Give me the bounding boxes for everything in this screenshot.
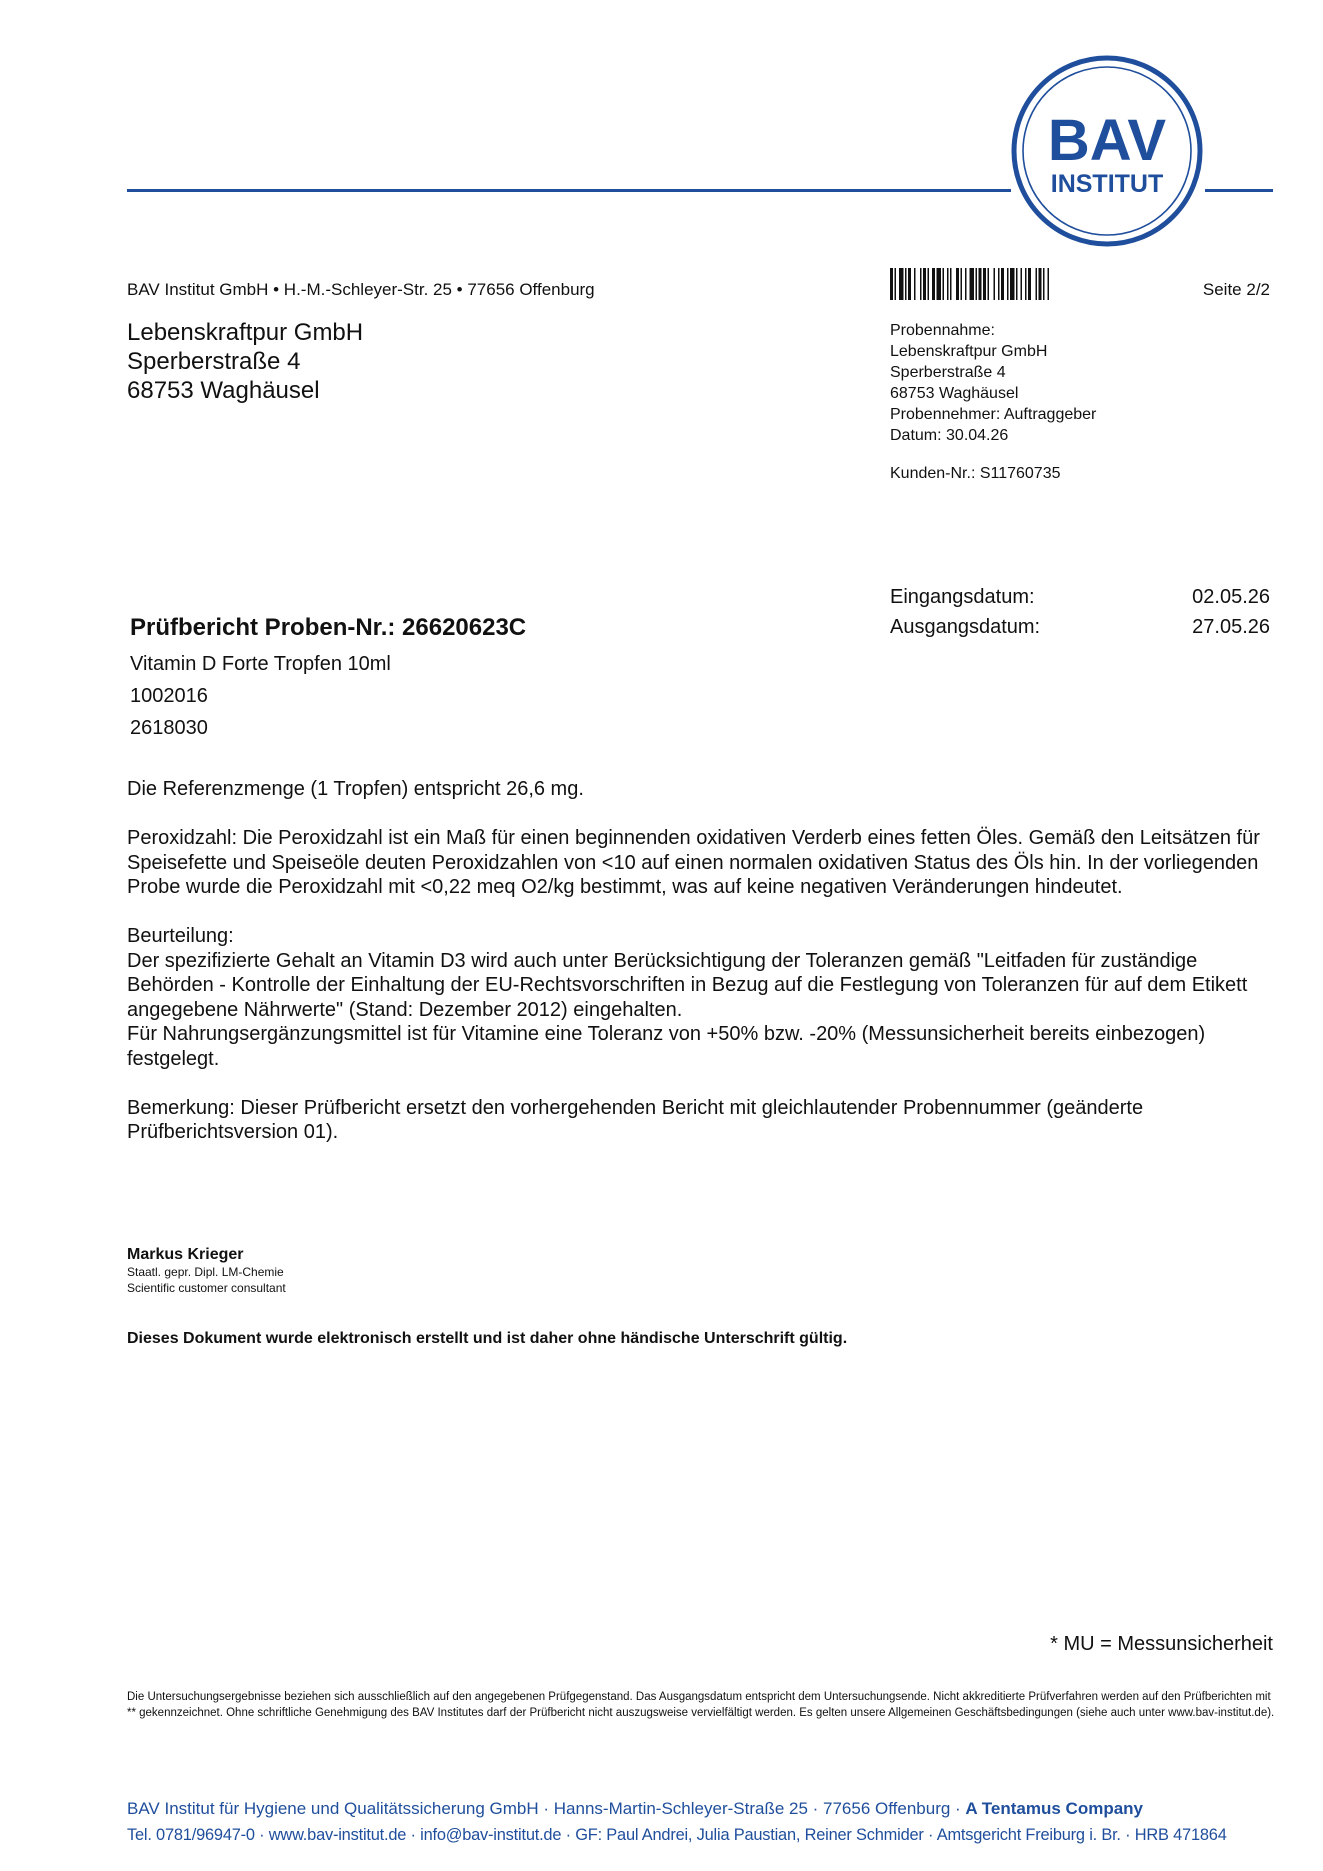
footer-address-line [127, 1799, 1272, 1819]
report-body [127, 777, 1272, 1169]
report-title: Prüfbericht Proben-Nr.: 26620623C [130, 614, 527, 641]
sampling-taker: Probennehmer: Auftraggeber [890, 406, 1097, 423]
barcode-bar [1007, 268, 1009, 300]
barcode-bar [908, 268, 911, 300]
signatory-name: Markus Krieger [127, 1246, 244, 1263]
page-number: Seite 2/2 [1202, 280, 1270, 299]
recipient-street: Sperberstraße 4 [127, 348, 301, 375]
barcode-bar [961, 268, 963, 300]
remark-paragraph: Bemerkung: Dieser Prüfbericht ersetzt den vorhergehenden Bericht mit gleichlautender Probennummer (geänderte Prüfberichtsversion 01). [127, 1096, 1144, 1143]
header-rule-left [127, 189, 1011, 192]
sampling-company: Lebenskraftpur GmbH [890, 343, 1048, 360]
barcode-bar [923, 268, 926, 300]
barcode-bar [937, 268, 942, 300]
signatory-role: Scientific customer consultant [127, 1281, 286, 1295]
tolerance-paragraph: Für Nahrungsergänzungsmittel ist für Vitamine eine Toleranz von +50% bzw. -20% (Messunsicherheit bereits einbezogen) festgelegt. [127, 1023, 1206, 1070]
barcode-bar [976, 268, 978, 300]
assessment-paragraph: Der spezifizierte Gehalt an Vitamin D3 wird auch unter Berücksichtigung der Toleranzen gemäß "Leitfaden für zuständige Behörden - Kontrolle der Einhaltung der EU-Rechtsvorschriften in Bezug auf die Festlegung von Toleranzen für auf dem Etikett angegebene Nährwerte" (Stand: Dezember 2012) eingehalten. [127, 949, 1248, 1021]
customer-number: Kunden-Nr.: S11760735 [890, 465, 1061, 482]
recipient-company: Lebenskraftpur GmbH [127, 319, 364, 346]
barcode-bar [1010, 268, 1015, 300]
recipient-city: 68753 Waghäusel [127, 377, 320, 404]
report-dates [890, 582, 1270, 642]
barcode-bar [970, 268, 975, 300]
barcode-bar [1021, 268, 1023, 300]
barcode-bar [920, 268, 922, 300]
barcode-bar [1025, 268, 1027, 300]
sender-address-line: BAV Institut GmbH • H.-M.-Schleyer-Str. 25 • 77656 Offenburg [127, 280, 595, 299]
signatory-title: Staatl. gepr. Dipl. LM-Chemie [127, 1265, 284, 1279]
barcode-bar [950, 268, 952, 300]
product-name: Vitamin D Forte Tropfen 10ml [130, 653, 391, 675]
barcode-bar [979, 268, 982, 300]
footer-institute-address: BAV Institut für Hygiene und Qualitätssicherung GmbH · Hanns-Martin-Schleyer-Straße 25 · 77656 Offenburg · [127, 1799, 966, 1818]
product-info [130, 648, 391, 744]
electronic-document-note: Dieses Dokument wurde elektronisch erstellt und ist daher ohne händische Unterschrift gültig. [127, 1330, 848, 1347]
reference-amount-paragraph: Die Referenzmenge (1 Tropfen) entspricht 26,6 mg. [127, 778, 584, 800]
barcode-bar [914, 268, 916, 300]
barcode-bar [956, 268, 959, 300]
sampling-city: 68753 Waghäusel [890, 385, 1019, 402]
logo-line-bav: BAV [1047, 108, 1167, 173]
logo-line-institut: INSTITUT [1050, 170, 1164, 198]
product-code-2: 2618030 [130, 717, 208, 739]
barcode [890, 268, 1118, 300]
received-date-value: 02.05.26 [1192, 586, 1270, 608]
issued-date-label: Ausgangsdatum: [890, 616, 1041, 638]
assessment-heading: Beurteilung: [127, 925, 234, 947]
sampling-info [890, 320, 1096, 446]
barcode-bar [1048, 268, 1050, 300]
barcode-bar [932, 268, 935, 300]
barcode-bar [998, 268, 1000, 300]
barcode-bar [983, 268, 986, 300]
bav-institut-logo [1010, 54, 1204, 248]
issued-date-value: 27.05.26 [1192, 616, 1270, 638]
barcode-bar [1043, 268, 1045, 300]
footer-company-tag: A Tentamus Company [965, 1799, 1144, 1818]
barcode-bar [943, 268, 945, 300]
barcode-bar [1028, 268, 1031, 300]
sampling-street: Sperberstraße 4 [890, 364, 1006, 381]
sampling-date: Datum: 30.04.26 [890, 427, 1009, 444]
barcode-bar [905, 268, 907, 300]
measurement-uncertainty-note: * MU = Messunsicherheit [1050, 1633, 1273, 1655]
barcode-bar [1039, 268, 1042, 300]
header-rule-right [1205, 189, 1273, 192]
barcode-bar [895, 268, 897, 300]
barcode-bar [890, 268, 893, 300]
barcode-bar [928, 268, 930, 300]
barcode-bar [965, 268, 967, 300]
sampling-heading: Probennahme: [890, 322, 995, 339]
recipient-address [127, 318, 363, 405]
barcode-bar [899, 268, 904, 300]
footer-contact-line: Tel. 0781/96947-0 · www.bav-institut.de · info@bav-institut.de · GF: Paul Andrei, Julia Paustian, Reiner Schmider · Amtsgericht Freiburg i. Br. · HRB 471864 [127, 1826, 1227, 1844]
barcode-bar [988, 268, 990, 300]
legal-disclaimer: Die Untersuchungsergebnisse beziehen sich ausschließlich auf den angegebenen Prüfgegenstand. Das Ausgangsdatum entspricht dem Untersuchungsende. Nicht akkreditierte Prüfverfahren werden auf den Prüfberichten mit ** gekennzeichnet. Ohne schriftliche Genehmigung des BAV Institutes darf der Prüfbericht nicht auszugsweise vervielfältigt werden. Es gelten unsere Allgemeinen Geschäftsbedingungen (siehe auch unter www.bav-institut.de). [127, 1691, 1275, 1719]
barcode-bar [947, 268, 949, 300]
barcode-bar [1001, 268, 1004, 300]
peroxide-paragraph: Peroxidzahl: Die Peroxidzahl ist ein Maß für einen beginnenden oxidativen Verderb eines fetten Öles. Gemäß den Leitsätzen für Speisefette und Speiseöle deuten Peroxidzahlen von <10 auf einen normalen oxidativen Status des Öls hin. In der vorliegenden Probe wurde die Peroxidzahl mit <0,22 meq O2/kg bestimmt, was auf keine negativen Veränderungen hindeutet. [127, 827, 1260, 898]
barcode-bar [1016, 268, 1018, 300]
barcode-bar [1036, 268, 1038, 300]
product-code-1: 1002016 [130, 685, 208, 707]
barcode-bar [994, 268, 996, 300]
received-date-label: Eingangsdatum: [890, 586, 1035, 608]
